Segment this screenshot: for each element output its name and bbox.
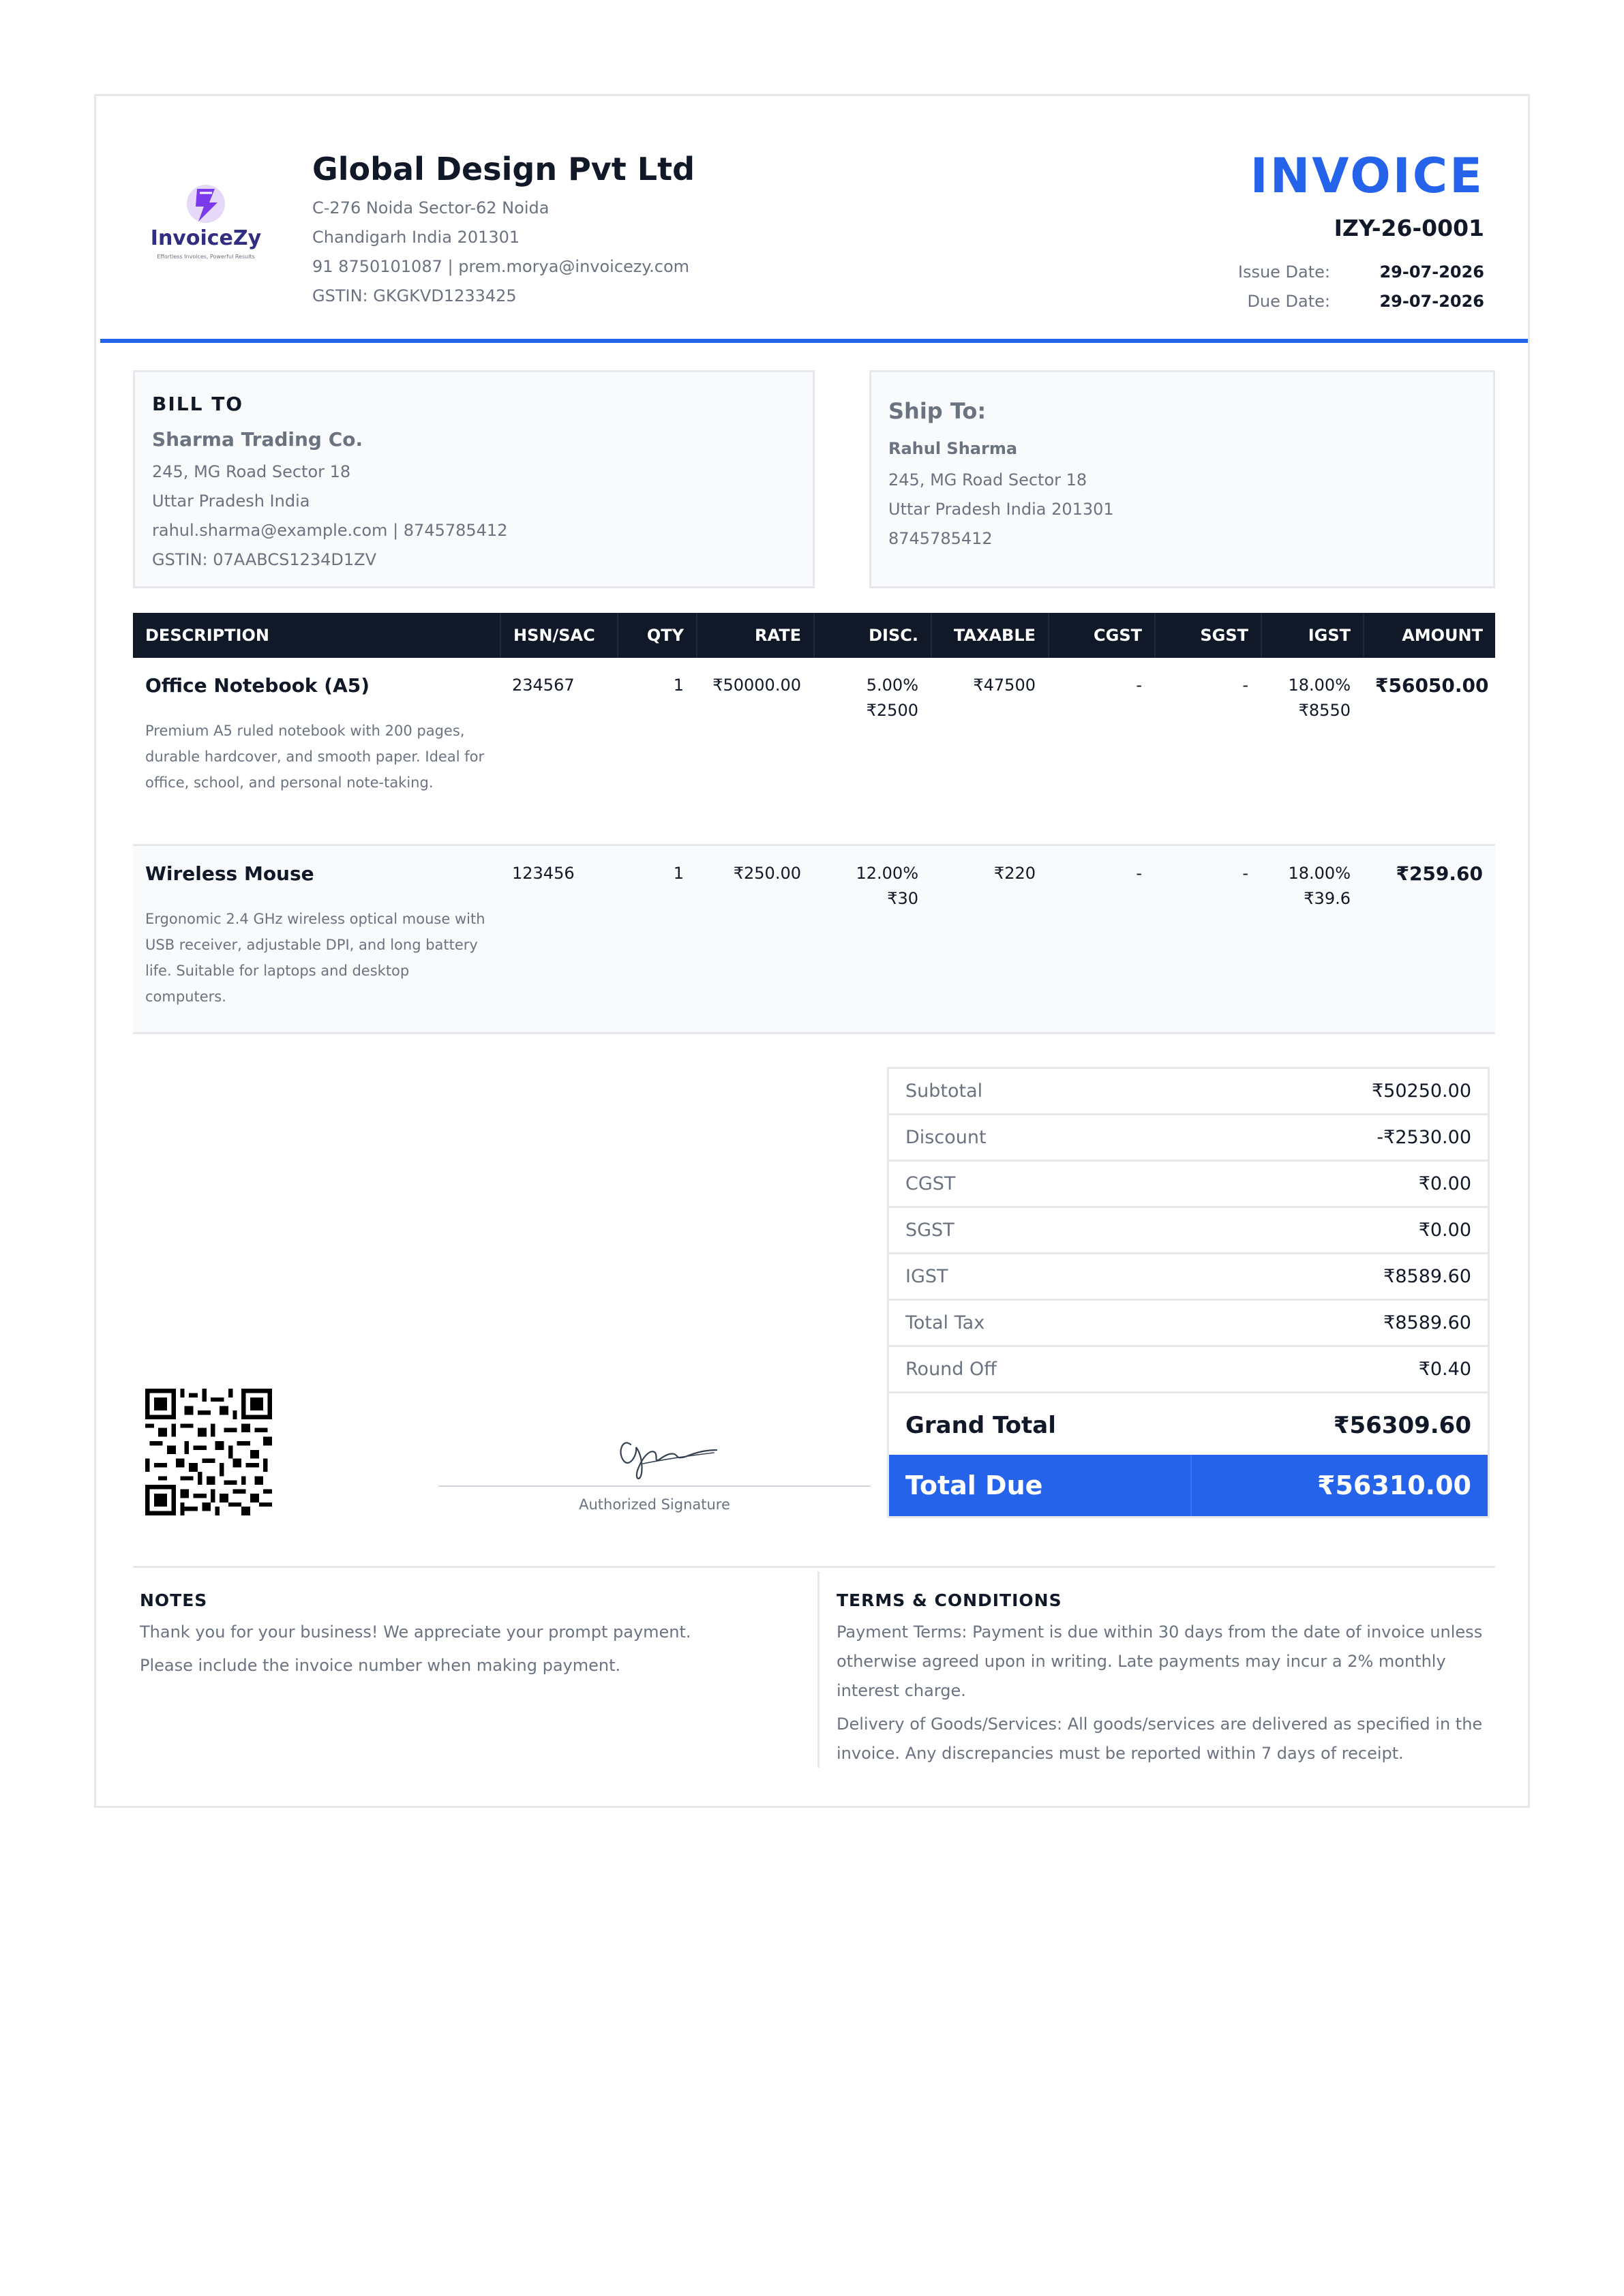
item-cgst: - [1136, 676, 1142, 695]
invoice-number: IZY-26-0001 [1334, 215, 1484, 241]
table-row [133, 658, 1495, 846]
ship-to-title: Ship To: [888, 398, 987, 424]
item-disc-pct: 5.00% [866, 676, 918, 695]
item-hsn: 123456 [512, 864, 575, 883]
header-divider [100, 339, 1528, 343]
item-disc-amt: ₹2500 [866, 701, 918, 720]
total-tax-row [889, 1301, 1488, 1347]
grand-total-label: Grand Total [905, 1412, 1056, 1439]
header-rate: RATE [696, 613, 813, 658]
header-amount: AMOUNT [1363, 613, 1495, 658]
item-qty: 1 [673, 864, 684, 883]
bill-to-contact: rahul.sharma@example.com | 8745785412 [152, 521, 508, 540]
payment-qr-code [145, 1389, 272, 1515]
item-disc-amt: ₹30 [887, 889, 918, 908]
table-header [133, 613, 1495, 658]
header-disc: DISC. [813, 613, 931, 658]
header-cgst: CGST [1048, 613, 1154, 658]
total-due-value: ₹56310.00 [1317, 1470, 1471, 1500]
bill-to-name: Sharma Trading Co. [152, 428, 363, 451]
item-igst-amt: ₹39.6 [1304, 889, 1351, 908]
due-date-value: 29-07-2026 [1379, 292, 1484, 311]
item-taxable: ₹220 [993, 864, 1036, 883]
total-due-divider [1190, 1455, 1192, 1516]
ship-to-box [869, 370, 1495, 588]
item-rate: ₹50000.00 [712, 676, 801, 695]
item-description: Ergonomic 2.4 GHz wireless optical mouse with USB receiver, adjustable DPI, and long battery life. Suitable for laptops and desktop computers. [145, 911, 485, 1005]
item-name: Office Notebook (A5) [145, 674, 370, 697]
total-tax-value: ₹8589.60 [1383, 1312, 1471, 1333]
item-disc-pct: 12.00% [856, 864, 918, 883]
subtotal-value: ₹50250.00 [1371, 1081, 1471, 1102]
due-date-label: Due Date: [1247, 292, 1330, 311]
header-taxable: TAXABLE [931, 613, 1048, 658]
total-tax-label: Total Tax [905, 1312, 985, 1333]
terms-payment: Payment Terms: Payment is due within 30 days from the date of invoice unless otherwise agreed upon in writing. Late payments may incur a 2% monthly interest charge. [837, 1622, 1483, 1700]
company-address-line1: C-276 Noida Sector-62 Noida [312, 198, 550, 217]
item-cgst: - [1136, 864, 1142, 883]
item-amount: ₹259.60 [1396, 862, 1483, 885]
ship-to-line2: Uttar Pradesh India 201301 [888, 500, 1114, 519]
footer-column-divider [817, 1571, 819, 1768]
bill-to-line1: 245, MG Road Sector 18 [152, 462, 351, 481]
cgst-row [889, 1162, 1488, 1208]
invoice-title: INVOICE [1250, 148, 1484, 204]
ship-to-name: Rahul Sharma [888, 439, 1018, 458]
igst-value: ₹8589.60 [1383, 1266, 1471, 1287]
header-hsn: HSN/SAC [500, 613, 617, 658]
notes-line2: Please include the invoice number when making payment. [140, 1656, 621, 1675]
company-name: Global Design Pvt Ltd [312, 151, 695, 187]
bill-to-gstin: GSTIN: 07AABCS1234D1ZV [152, 550, 377, 569]
subtotal-label: Subtotal [905, 1081, 983, 1102]
cgst-label: CGST [905, 1173, 956, 1194]
item-qty: 1 [673, 676, 684, 695]
footer-divider [133, 1566, 1495, 1568]
total-due-row [889, 1455, 1488, 1516]
round-off-label: Round Off [905, 1359, 997, 1380]
logo-wordmark: InvoiceZy [150, 226, 262, 250]
signature-line [438, 1485, 871, 1487]
item-description: Premium A5 ruled notebook with 200 pages, durable hardcover, and smooth paper. Ideal for office, school, and personal note-taking. [145, 723, 485, 791]
grand-total-value: ₹56309.60 [1333, 1412, 1471, 1439]
header-description: DESCRIPTION [145, 626, 270, 645]
grand-total-row [889, 1393, 1488, 1455]
company-contact: 91 8750101087 | prem.morya@invoicezy.com [312, 257, 690, 276]
item-amount: ₹56050.00 [1375, 674, 1489, 697]
item-sgst: - [1242, 676, 1248, 695]
item-sgst: - [1242, 864, 1248, 883]
ship-to-line1: 245, MG Road Sector 18 [888, 470, 1087, 489]
notes-title: NOTES [140, 1590, 208, 1610]
item-igst-amt: ₹8550 [1298, 701, 1351, 720]
round-off-row [889, 1347, 1488, 1393]
issue-date-label: Issue Date: [1237, 262, 1330, 282]
issue-date-value: 29-07-2026 [1379, 262, 1484, 282]
item-name: Wireless Mouse [145, 862, 314, 885]
table-row [133, 846, 1495, 1034]
bill-to-title: BILL TO [152, 393, 244, 415]
company-gstin: GSTIN: GKGKVD1233425 [312, 286, 517, 305]
sgst-label: SGST [905, 1220, 954, 1241]
subtotal-row [889, 1069, 1488, 1115]
header-qty: QTY [617, 613, 696, 658]
header-sgst: SGST [1154, 613, 1261, 658]
bill-to-box [133, 370, 815, 588]
notes-line1: Thank you for your business! We appreciate your prompt payment. [140, 1622, 691, 1642]
terms-delivery: Delivery of Goods/Services: All goods/services are delivered as specified in the invoice. Any discrepancies must be reported within 7 days of receipt. [837, 1715, 1483, 1763]
terms-title: TERMS & CONDITIONS [837, 1590, 1062, 1610]
igst-row [889, 1254, 1488, 1301]
company-logo [141, 179, 271, 268]
sgst-row [889, 1208, 1488, 1254]
total-due-label: Total Due [905, 1470, 1043, 1500]
cgst-value: ₹0.00 [1418, 1173, 1471, 1194]
invoice-sheet [94, 94, 1530, 1808]
ship-to-phone: 8745785412 [888, 529, 993, 548]
item-taxable: ₹47500 [973, 676, 1036, 695]
discount-value: -₹2530.00 [1377, 1127, 1471, 1148]
signature-label: Authorized Signature [579, 1496, 730, 1513]
discount-label: Discount [905, 1127, 987, 1148]
totals-summary [887, 1067, 1490, 1518]
igst-label: IGST [905, 1266, 948, 1287]
header-igst: IGST [1261, 613, 1363, 658]
discount-row [889, 1115, 1488, 1162]
item-igst-pct: 18.00% [1288, 864, 1351, 883]
item-hsn: 234567 [512, 676, 575, 695]
item-igst-pct: 18.00% [1288, 676, 1351, 695]
bill-to-line2: Uttar Pradesh India [152, 492, 310, 511]
company-address-line2: Chandigarh India 201301 [312, 228, 520, 247]
item-rate: ₹250.00 [733, 864, 801, 883]
items-table [133, 613, 1495, 1034]
logo-tagline: Effortless Invoices, Powerful Results [157, 254, 255, 260]
sgst-value: ₹0.00 [1418, 1220, 1471, 1241]
round-off-value: ₹0.40 [1418, 1359, 1471, 1380]
